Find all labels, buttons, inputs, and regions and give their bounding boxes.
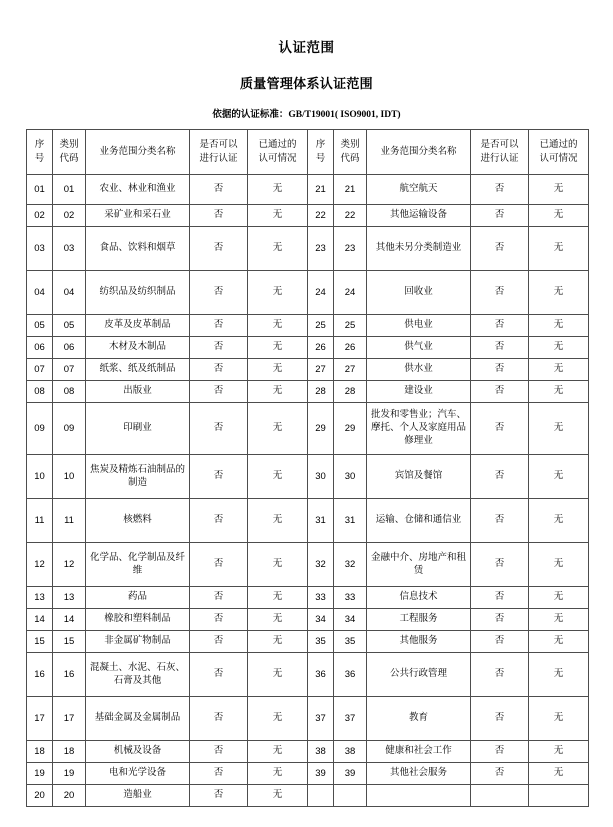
cell-code-right: 33 — [334, 587, 367, 609]
cell-seq-left: 09 — [27, 403, 53, 455]
cell-cert-right: 否 — [471, 175, 529, 205]
cell-name-right: 教育 — [367, 697, 471, 741]
cell-name-left: 电和光学设备 — [86, 763, 190, 785]
cell-name-left: 橡胶和塑料制品 — [86, 609, 190, 631]
cell-accr-left: 无 — [248, 631, 308, 653]
cell-cert-right: 否 — [471, 403, 529, 455]
cell-name-right: 其他未另分类制造业 — [367, 227, 471, 271]
table-row — [27, 205, 589, 227]
cell-seq-left: 14 — [27, 609, 53, 631]
header-cert-left-line1: 是否可以 — [199, 140, 238, 150]
table-row — [27, 741, 589, 763]
cell-cert-left: 否 — [190, 653, 248, 697]
cell-accr-right: 无 — [529, 653, 589, 697]
cell-accr-right: 无 — [529, 697, 589, 741]
cell-accr-left: 无 — [248, 175, 308, 205]
cell-cert-left: 否 — [190, 763, 248, 785]
cell-code-right: 32 — [334, 543, 367, 587]
cell-cert-left: 否 — [190, 337, 248, 359]
cell-accr-left: 无 — [248, 697, 308, 741]
header-accr-right-line1: 已通过的 — [539, 140, 578, 150]
cell-seq-left: 16 — [27, 653, 53, 697]
cell-seq-left: 11 — [27, 499, 53, 543]
cell-seq-right: 32 — [308, 543, 334, 587]
table-row — [27, 337, 589, 359]
cell-code-left: 16 — [53, 653, 86, 697]
table-row — [27, 381, 589, 403]
cell-seq-left: 08 — [27, 381, 53, 403]
cell-cert-left: 否 — [190, 403, 248, 455]
cell-seq-right: 27 — [308, 359, 334, 381]
cell-name-right: 其他运输设备 — [367, 205, 471, 227]
cell-cert-right: 否 — [471, 315, 529, 337]
cell-name-right: 其他社会服务 — [367, 763, 471, 785]
cell-accr-right: 无 — [529, 175, 589, 205]
cell-seq-left: 02 — [27, 205, 53, 227]
cell-code-left: 15 — [53, 631, 86, 653]
cell-seq-right: 30 — [308, 455, 334, 499]
cell-seq-right: 22 — [308, 205, 334, 227]
cell-accr-left: 无 — [248, 337, 308, 359]
table-row — [27, 359, 589, 381]
cell-seq-right: 38 — [308, 741, 334, 763]
header-accr-right-line2: 认可情况 — [539, 154, 578, 164]
cell-name-right: 供水业 — [367, 359, 471, 381]
cell-code-left: 12 — [53, 543, 86, 587]
cell-seq-left: 05 — [27, 315, 53, 337]
cell-code-right: 31 — [334, 499, 367, 543]
cell-accr-left: 无 — [248, 609, 308, 631]
cell-accr-right: 无 — [529, 227, 589, 271]
cell-code-left: 19 — [53, 763, 86, 785]
cell-name-left: 出版业 — [86, 381, 190, 403]
cell-seq-right: 36 — [308, 653, 334, 697]
cell-cert-right: 否 — [471, 763, 529, 785]
cell-code-left: 18 — [53, 741, 86, 763]
cell-accr-right: 无 — [529, 381, 589, 403]
cell-seq-right: 25 — [308, 315, 334, 337]
cell-code-right: 36 — [334, 653, 367, 697]
header-code-left-line2: 代码 — [59, 154, 79, 164]
cell-code-right — [334, 785, 367, 807]
cell-code-right: 27 — [334, 359, 367, 381]
cell-accr-left: 无 — [248, 381, 308, 403]
table-row — [27, 271, 589, 315]
cell-name-right: 批发和零售业；汽车、摩托、个人及家庭用品修理业 — [367, 403, 471, 455]
cell-accr-right: 无 — [529, 763, 589, 785]
header-code-right-line2: 代码 — [340, 154, 360, 164]
cell-seq-left: 01 — [27, 175, 53, 205]
table-row — [27, 227, 589, 271]
cell-cert-left: 否 — [190, 271, 248, 315]
cell-accr-right: 无 — [529, 587, 589, 609]
cell-seq-right: 33 — [308, 587, 334, 609]
cell-seq-right: 26 — [308, 337, 334, 359]
cell-name-left: 印刷业 — [86, 403, 190, 455]
cell-code-left: 14 — [53, 609, 86, 631]
cell-cert-right: 否 — [471, 227, 529, 271]
cell-accr-left: 无 — [248, 403, 308, 455]
cell-cert-right: 否 — [471, 697, 529, 741]
table-header-row — [27, 130, 589, 175]
cell-code-left: 17 — [53, 697, 86, 741]
cell-accr-right: 无 — [529, 315, 589, 337]
cell-code-left: 13 — [53, 587, 86, 609]
cell-accr-left: 无 — [248, 741, 308, 763]
cell-seq-left: 13 — [27, 587, 53, 609]
cell-cert-left: 否 — [190, 741, 248, 763]
cell-accr-left: 无 — [248, 763, 308, 785]
header-code-right — [334, 130, 367, 175]
table-row — [27, 763, 589, 785]
cell-code-left: 07 — [53, 359, 86, 381]
certification-standard-line: 依据的认证标准：GB/T19001( ISO9001, IDT) — [212, 110, 401, 120]
cell-accr-left: 无 — [248, 499, 308, 543]
cell-cert-left: 否 — [190, 175, 248, 205]
header-accr-left — [248, 130, 308, 175]
table-row — [27, 455, 589, 499]
cell-code-left: 06 — [53, 337, 86, 359]
cell-name-left: 皮革及皮革制品 — [86, 315, 190, 337]
table-row — [27, 653, 589, 697]
header-code-right-line1: 类别 — [340, 140, 360, 150]
cell-name-left: 化学品、化学制品及纤维 — [86, 543, 190, 587]
table-header — [27, 130, 589, 175]
cell-name-right: 供气业 — [367, 337, 471, 359]
cell-cert-right: 否 — [471, 271, 529, 315]
cell-name-left: 农业、林业和渔业 — [86, 175, 190, 205]
header-seq-right — [308, 130, 334, 175]
cell-name-left: 食品、饮料和烟草 — [86, 227, 190, 271]
cell-accr-left: 无 — [248, 543, 308, 587]
cell-name-left: 非金属矿物制品 — [86, 631, 190, 653]
header-cert-right — [471, 130, 529, 175]
cell-seq-right: 39 — [308, 763, 334, 785]
cell-seq-left: 04 — [27, 271, 53, 315]
header-name-right: 业务范围分类名称 — [367, 130, 471, 175]
cell-seq-left: 15 — [27, 631, 53, 653]
cell-cert-left: 否 — [190, 785, 248, 807]
cell-cert-right: 否 — [471, 381, 529, 403]
cell-code-right: 29 — [334, 403, 367, 455]
cell-code-right: 39 — [334, 763, 367, 785]
cell-name-right: 建设业 — [367, 381, 471, 403]
cell-seq-left: 17 — [27, 697, 53, 741]
cell-cert-left: 否 — [190, 455, 248, 499]
cell-seq-right: 31 — [308, 499, 334, 543]
cell-name-left: 采矿业和采石业 — [86, 205, 190, 227]
cell-code-right: 26 — [334, 337, 367, 359]
table-row — [27, 697, 589, 741]
cell-cert-left: 否 — [190, 205, 248, 227]
cell-name-right: 工程服务 — [367, 609, 471, 631]
cell-cert-left: 否 — [190, 499, 248, 543]
cell-code-right: 38 — [334, 741, 367, 763]
table-row — [27, 543, 589, 587]
cell-accr-right: 无 — [529, 609, 589, 631]
cell-name-left: 纺织品及纺织制品 — [86, 271, 190, 315]
cell-cert-right — [471, 785, 529, 807]
cell-name-right: 金融中介、房地产和租赁 — [367, 543, 471, 587]
cell-seq-left: 06 — [27, 337, 53, 359]
cell-cert-left: 否 — [190, 609, 248, 631]
cell-seq-left: 12 — [27, 543, 53, 587]
cell-code-left: 02 — [53, 205, 86, 227]
header-cert-right-line1: 是否可以 — [480, 140, 519, 150]
cell-code-right: 25 — [334, 315, 367, 337]
cell-accr-left: 无 — [248, 653, 308, 697]
cell-cert-left: 否 — [190, 587, 248, 609]
header-seq-left-line2: 号 — [34, 154, 45, 164]
cell-seq-right: 37 — [308, 697, 334, 741]
table-row — [27, 175, 589, 205]
cell-cert-right: 否 — [471, 543, 529, 587]
cell-cert-left: 否 — [190, 631, 248, 653]
cell-accr-right: 无 — [529, 205, 589, 227]
cell-code-right: 37 — [334, 697, 367, 741]
table-row — [27, 785, 589, 807]
cell-accr-left: 无 — [248, 359, 308, 381]
page-subtitle: 质量管理体系认证范围 — [239, 76, 373, 91]
header-code-left-line1: 类别 — [59, 140, 79, 150]
cell-accr-left: 无 — [248, 205, 308, 227]
cell-name-left: 纸浆、纸及纸制品 — [86, 359, 190, 381]
cell-seq-right: 29 — [308, 403, 334, 455]
header-accr-left-line2: 认可情况 — [258, 154, 297, 164]
cell-name-right: 供电业 — [367, 315, 471, 337]
table-row — [27, 315, 589, 337]
header-seq-right-line2: 号 — [315, 154, 326, 164]
table-row — [27, 499, 589, 543]
cell-accr-left: 无 — [248, 315, 308, 337]
cell-accr-right: 无 — [529, 543, 589, 587]
cell-cert-right: 否 — [471, 609, 529, 631]
cell-accr-right: 无 — [529, 631, 589, 653]
cell-accr-right: 无 — [529, 271, 589, 315]
page-title: 认证范围 — [278, 40, 335, 55]
cell-cert-right: 否 — [471, 455, 529, 499]
cell-name-left: 药品 — [86, 587, 190, 609]
cell-code-right: 22 — [334, 205, 367, 227]
cell-code-left: 05 — [53, 315, 86, 337]
cell-cert-right: 否 — [471, 337, 529, 359]
cell-seq-right: 24 — [308, 271, 334, 315]
cell-code-right: 30 — [334, 455, 367, 499]
table-body — [27, 175, 589, 807]
cell-seq-right: 21 — [308, 175, 334, 205]
cell-cert-right: 否 — [471, 741, 529, 763]
cell-name-left: 基础金属及金属制品 — [86, 697, 190, 741]
cell-accr-left: 无 — [248, 587, 308, 609]
cell-cert-right: 否 — [471, 653, 529, 697]
cell-cert-right: 否 — [471, 587, 529, 609]
cell-seq-right: 35 — [308, 631, 334, 653]
cell-cert-left: 否 — [190, 697, 248, 741]
header-accr-left-line1: 已通过的 — [258, 140, 297, 150]
cell-name-left: 焦炭及精炼石油制品的制造 — [86, 455, 190, 499]
cell-cert-right: 否 — [471, 359, 529, 381]
cell-name-right: 其他服务 — [367, 631, 471, 653]
cell-name-left: 核燃料 — [86, 499, 190, 543]
certification-scope-table — [26, 129, 589, 807]
cell-code-left: 09 — [53, 403, 86, 455]
cell-cert-right: 否 — [471, 499, 529, 543]
cell-cert-left: 否 — [190, 543, 248, 587]
cell-accr-right: 无 — [529, 403, 589, 455]
table-row — [27, 609, 589, 631]
cell-code-right: 21 — [334, 175, 367, 205]
cell-code-right: 24 — [334, 271, 367, 315]
cell-name-right — [367, 785, 471, 807]
cell-cert-left: 否 — [190, 315, 248, 337]
cell-cert-left: 否 — [190, 359, 248, 381]
cell-name-left: 造船业 — [86, 785, 190, 807]
cell-seq-left: 19 — [27, 763, 53, 785]
cell-accr-right: 无 — [529, 741, 589, 763]
cell-name-left: 木材及木制品 — [86, 337, 190, 359]
cell-code-left: 01 — [53, 175, 86, 205]
header-seq-left-line1: 序 — [34, 140, 45, 150]
header-seq-left — [27, 130, 53, 175]
cell-name-right: 信息技术 — [367, 587, 471, 609]
cell-seq-left: 07 — [27, 359, 53, 381]
cell-code-right: 34 — [334, 609, 367, 631]
table-row — [27, 631, 589, 653]
cell-accr-right: 无 — [529, 337, 589, 359]
cell-code-left: 11 — [53, 499, 86, 543]
cell-name-right: 健康和社会工作 — [367, 741, 471, 763]
cell-name-right: 公共行政管理 — [367, 653, 471, 697]
table-row — [27, 403, 589, 455]
cell-seq-right: 34 — [308, 609, 334, 631]
cell-code-left: 04 — [53, 271, 86, 315]
cell-seq-left: 03 — [27, 227, 53, 271]
cell-cert-left: 否 — [190, 381, 248, 403]
cell-name-right: 航空航天 — [367, 175, 471, 205]
header-cert-left-line2: 进行认证 — [199, 154, 238, 164]
cell-cert-right: 否 — [471, 631, 529, 653]
cell-seq-left: 10 — [27, 455, 53, 499]
cell-name-left: 混凝土、水泥、石灰、石膏及其他 — [86, 653, 190, 697]
cell-name-right: 运输、仓储和通信业 — [367, 499, 471, 543]
cell-accr-right: 无 — [529, 359, 589, 381]
header-seq-right-line1: 序 — [315, 140, 326, 150]
cell-code-right: 28 — [334, 381, 367, 403]
table-row — [27, 587, 589, 609]
header-cert-left — [190, 130, 248, 175]
cell-seq-left: 20 — [27, 785, 53, 807]
cell-seq-right: 28 — [308, 381, 334, 403]
cell-name-left: 机械及设备 — [86, 741, 190, 763]
cell-cert-left: 否 — [190, 227, 248, 271]
cell-accr-left: 无 — [248, 271, 308, 315]
cell-code-left: 03 — [53, 227, 86, 271]
cell-accr-left: 无 — [248, 227, 308, 271]
cell-cert-right: 否 — [471, 205, 529, 227]
cell-accr-left: 无 — [248, 785, 308, 807]
cell-accr-left: 无 — [248, 455, 308, 499]
cell-accr-right — [529, 785, 589, 807]
cell-code-left: 20 — [53, 785, 86, 807]
cell-code-right: 35 — [334, 631, 367, 653]
cell-name-right: 回收业 — [367, 271, 471, 315]
cell-seq-left: 18 — [27, 741, 53, 763]
header-accr-right — [529, 130, 589, 175]
cell-seq-right: 23 — [308, 227, 334, 271]
header-name-left: 业务范围分类名称 — [86, 130, 190, 175]
cell-accr-right: 无 — [529, 499, 589, 543]
cell-code-left: 10 — [53, 455, 86, 499]
header-code-left — [53, 130, 86, 175]
cell-seq-right — [308, 785, 334, 807]
cell-accr-right: 无 — [529, 455, 589, 499]
cell-code-left: 08 — [53, 381, 86, 403]
header-cert-right-line2: 进行认证 — [480, 154, 519, 164]
cell-code-right: 23 — [334, 227, 367, 271]
cell-name-right: 宾馆及餐馆 — [367, 455, 471, 499]
